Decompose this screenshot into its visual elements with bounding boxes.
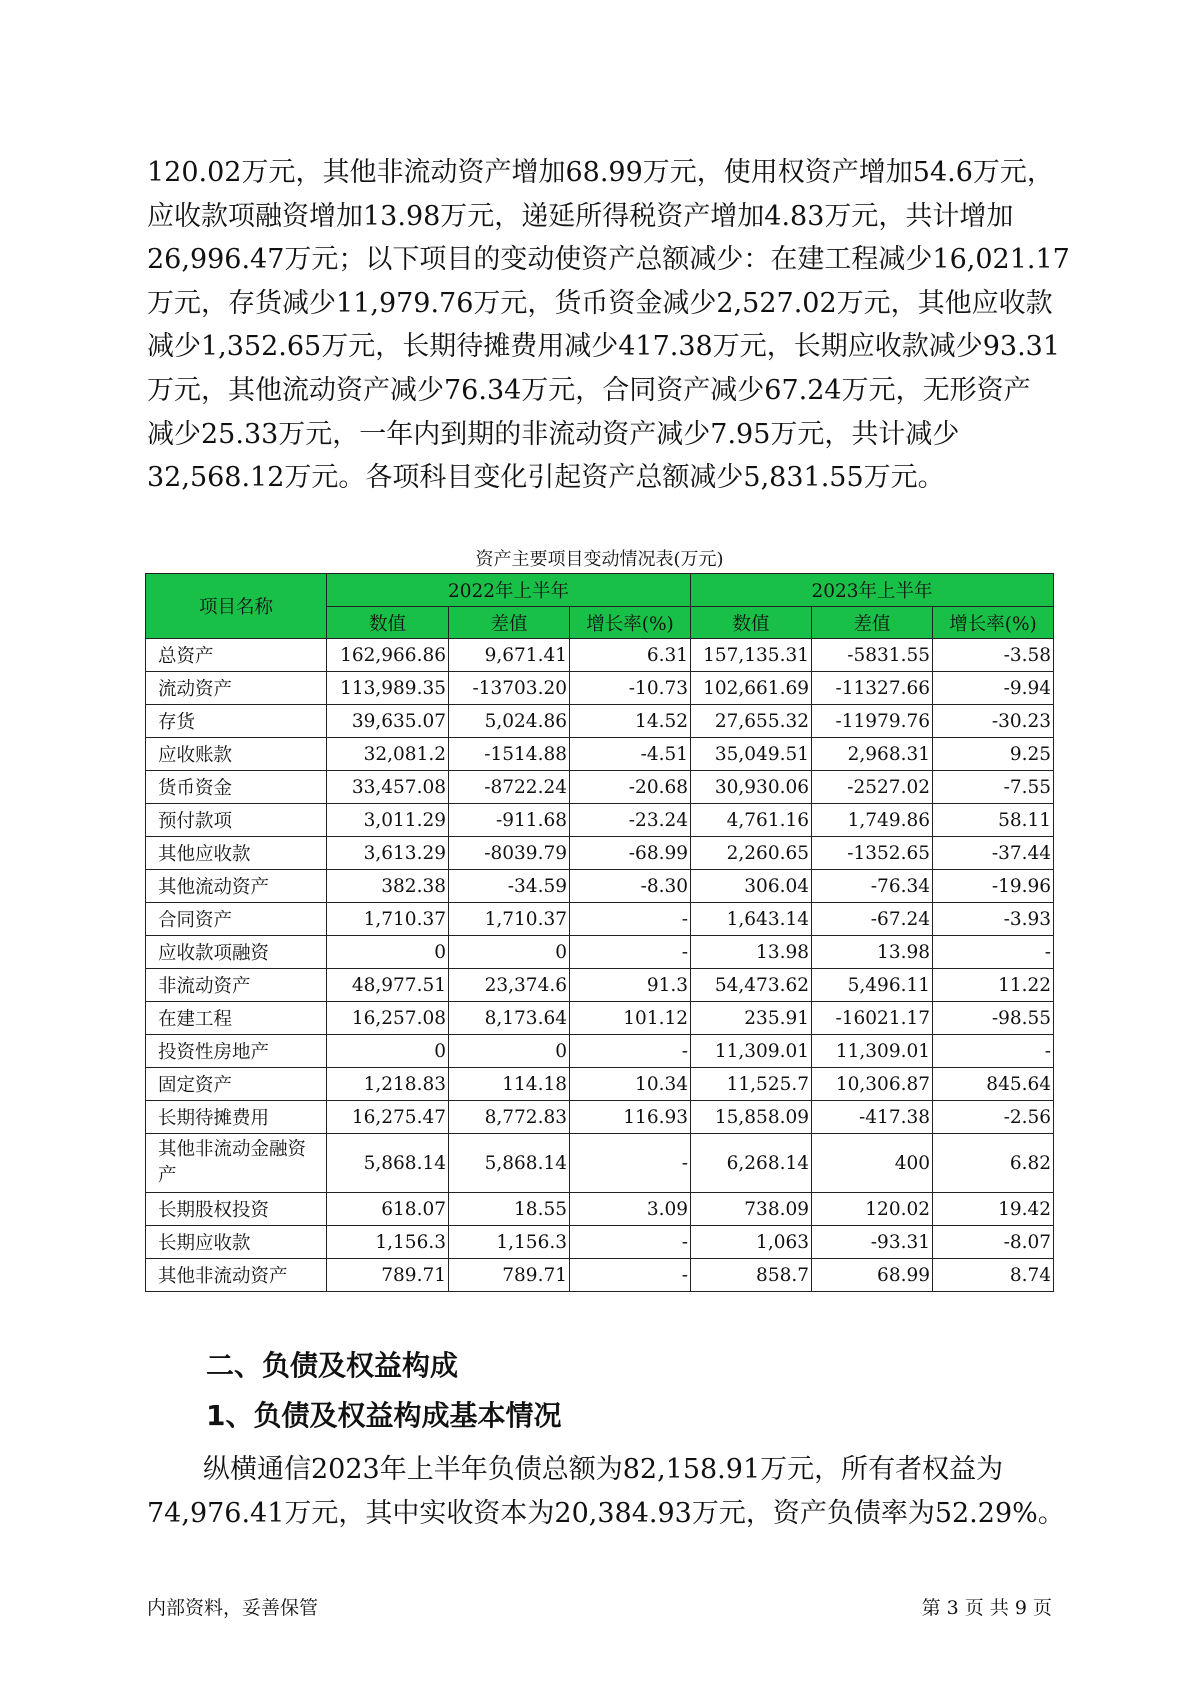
cell-g23: -30.23 (933, 705, 1054, 738)
row-item-name: 固定资产 (146, 1068, 327, 1101)
cell-g22: 14.52 (570, 705, 691, 738)
cell-g22: 101.12 (570, 1002, 691, 1035)
header-growth-2023: 增长率(%) (933, 607, 1054, 639)
cell-d22: 8,772.83 (449, 1101, 570, 1134)
cell-g23: 9.25 (933, 738, 1054, 771)
cell-d23: 11,309.01 (812, 1035, 933, 1068)
cell-d22: 789.71 (449, 1259, 570, 1292)
cell-v22: 32,081.2 (327, 738, 449, 771)
cell-d23: 10,306.87 (812, 1068, 933, 1101)
table-row (146, 837, 1054, 870)
cell-v23: 30,930.06 (691, 771, 812, 804)
table-row (146, 1259, 1054, 1292)
cell-v22: 618.07 (327, 1193, 449, 1226)
cell-v23: 306.04 (691, 870, 812, 903)
row-item-name: 其他流动资产 (146, 870, 327, 903)
cell-d22: -13703.20 (449, 672, 570, 705)
cell-g23: 845.64 (933, 1068, 1054, 1101)
cell-g23: 6.82 (933, 1134, 1054, 1193)
cell-g22: - (570, 936, 691, 969)
cell-d23: 120.02 (812, 1193, 933, 1226)
cell-v23: 235.91 (691, 1002, 812, 1035)
cell-d23: -76.34 (812, 870, 933, 903)
cell-g23: - (933, 936, 1054, 969)
cell-d22: -34.59 (449, 870, 570, 903)
cell-d22: 5,868.14 (449, 1134, 570, 1193)
row-item-name: 预付款项 (146, 804, 327, 837)
cell-v22: 3,613.29 (327, 837, 449, 870)
text-line: 应收款项融资增加13.98万元，递延所得税资产增加4.83万元，共计增加 (147, 200, 1014, 232)
cell-g22: -68.99 (570, 837, 691, 870)
cell-v22: 1,218.83 (327, 1068, 449, 1101)
header-group-2022: 2022年上半年 (327, 574, 691, 607)
cell-g22: - (570, 903, 691, 936)
cell-d22: 18.55 (449, 1193, 570, 1226)
cell-d22: -8722.24 (449, 771, 570, 804)
cell-v22: 789.71 (327, 1259, 449, 1292)
cell-v22: 16,257.08 (327, 1002, 449, 1035)
cell-g23: -3.93 (933, 903, 1054, 936)
cell-v23: 15,858.09 (691, 1101, 812, 1134)
header-growth-2022: 增长率(%) (570, 607, 691, 639)
cell-d23: -11327.66 (812, 672, 933, 705)
cell-d23: 68.99 (812, 1259, 933, 1292)
cell-g22: - (570, 1259, 691, 1292)
text-line: 74,976.41万元，其中实收资本为20,384.93万元，资产负债率为52.29%。 (147, 1497, 1065, 1529)
cell-g22: 91.3 (570, 969, 691, 1002)
cell-v22: 33,457.08 (327, 771, 449, 804)
row-item-name: 投资性房地产 (146, 1035, 327, 1068)
table-row (146, 1134, 1054, 1193)
header-diff-2023: 差值 (812, 607, 933, 639)
row-item-name: 其他非流动金融资产 (146, 1134, 327, 1193)
table-row (146, 639, 1054, 672)
row-item-name: 应收款项融资 (146, 936, 327, 969)
cell-d23: -67.24 (812, 903, 933, 936)
cell-g22: -10.73 (570, 672, 691, 705)
table-row (146, 705, 1054, 738)
cell-d23: -93.31 (812, 1226, 933, 1259)
table-row (146, 738, 1054, 771)
cell-d23: -5831.55 (812, 639, 933, 672)
cell-g23: -8.07 (933, 1226, 1054, 1259)
row-item-name: 在建工程 (146, 1002, 327, 1035)
cell-g22: - (570, 1226, 691, 1259)
table-row (146, 903, 1054, 936)
cell-v22: 3,011.29 (327, 804, 449, 837)
cell-v22: 0 (327, 936, 449, 969)
cell-d22: 0 (449, 936, 570, 969)
row-item-name: 合同资产 (146, 903, 327, 936)
cell-v22: 48,977.51 (327, 969, 449, 1002)
asset-change-table (145, 573, 1054, 1292)
cell-v23: 6,268.14 (691, 1134, 812, 1193)
cell-v22: 5,868.14 (327, 1134, 449, 1193)
text-line: 32,568.12万元。各项科目变化引起资产总额减少5,831.55万元。 (147, 462, 945, 494)
cell-v22: 39,635.07 (327, 705, 449, 738)
cell-d22: 9,671.41 (449, 639, 570, 672)
intro-paragraph (147, 151, 1070, 500)
table-row (146, 804, 1054, 837)
footer-note: 内部资料，妥善保管 (147, 1597, 319, 1619)
cell-g22: - (570, 1134, 691, 1193)
table-row (146, 870, 1054, 903)
cell-d23: -2527.02 (812, 771, 933, 804)
table-row (146, 1002, 1054, 1035)
cell-v22: 0 (327, 1035, 449, 1068)
row-item-name: 存货 (146, 705, 327, 738)
cell-g22: -4.51 (570, 738, 691, 771)
table-row (146, 771, 1054, 804)
row-item-name: 总资产 (146, 639, 327, 672)
text-line: 万元，其他流动资产减少76.34万元，合同资产减少67.24万元，无形资产 (147, 374, 1031, 406)
cell-g23: -19.96 (933, 870, 1054, 903)
row-item-name: 其他非流动资产 (146, 1259, 327, 1292)
table-row (146, 936, 1054, 969)
row-item-name: 长期待摊费用 (146, 1101, 327, 1134)
text-line: 纵横通信2023年上半年负债总额为82,158.91万元，所有者权益为 (203, 1454, 1004, 1485)
cell-v23: 1,063 (691, 1226, 812, 1259)
cell-d23: 2,968.31 (812, 738, 933, 771)
table-caption: 资产主要项目变动情况表(万元) (475, 549, 724, 570)
row-item-name: 流动资产 (146, 672, 327, 705)
cell-d23: -11979.76 (812, 705, 933, 738)
cell-d23: -417.38 (812, 1101, 933, 1134)
row-item-name: 其他应收款 (146, 837, 327, 870)
cell-v23: 102,661.69 (691, 672, 812, 705)
cell-g22: 3.09 (570, 1193, 691, 1226)
header-item-name: 项目名称 (146, 574, 327, 639)
table-body (146, 639, 1054, 1292)
cell-g23: -9.94 (933, 672, 1054, 705)
cell-g22: - (570, 1035, 691, 1068)
text-line: 万元，存货减少11,979.76万元，货币资金减少2,527.02万元，其他应收款 (147, 287, 1053, 319)
cell-d23: 1,749.86 (812, 804, 933, 837)
cell-g23: -37.44 (933, 837, 1054, 870)
table-row (146, 1226, 1054, 1259)
cell-v23: 54,473.62 (691, 969, 812, 1002)
closing-paragraph (147, 1448, 1065, 1535)
cell-v23: 4,761.16 (691, 804, 812, 837)
cell-v23: 858.7 (691, 1259, 812, 1292)
cell-v23: 11,525.7 (691, 1068, 812, 1101)
cell-v22: 113,989.35 (327, 672, 449, 705)
cell-d23: 13.98 (812, 936, 933, 969)
cell-g23: 8.74 (933, 1259, 1054, 1292)
cell-v23: 27,655.32 (691, 705, 812, 738)
cell-g23: 58.11 (933, 804, 1054, 837)
cell-v23: 2,260.65 (691, 837, 812, 870)
cell-d22: -8039.79 (449, 837, 570, 870)
cell-d22: -911.68 (449, 804, 570, 837)
cell-g23: -98.55 (933, 1002, 1054, 1035)
cell-g22: 10.34 (570, 1068, 691, 1101)
cell-v23: 35,049.51 (691, 738, 812, 771)
cell-g23: 11.22 (933, 969, 1054, 1002)
cell-v22: 1,710.37 (327, 903, 449, 936)
sub-heading: 1、负债及权益构成基本情况 (206, 1399, 562, 1432)
cell-g23: -2.56 (933, 1101, 1054, 1134)
cell-v23: 13.98 (691, 936, 812, 969)
cell-d22: 0 (449, 1035, 570, 1068)
cell-v22: 162,966.86 (327, 639, 449, 672)
cell-d23: -1352.65 (812, 837, 933, 870)
table-row (146, 969, 1054, 1002)
header-value-2023: 数值 (691, 607, 812, 639)
cell-d22: 23,374.6 (449, 969, 570, 1002)
cell-v23: 1,643.14 (691, 903, 812, 936)
table-row (146, 672, 1054, 705)
cell-d22: 1,156.3 (449, 1226, 570, 1259)
header-value-2022: 数值 (327, 607, 449, 639)
row-item-name: 长期应收款 (146, 1226, 327, 1259)
row-item-name: 应收账款 (146, 738, 327, 771)
text-line: 26,996.47万元；以下项目的变动使资产总额减少：在建工程减少16,021.17 (147, 244, 1070, 276)
row-item-name: 非流动资产 (146, 969, 327, 1002)
cell-v22: 1,156.3 (327, 1226, 449, 1259)
header-diff-2022: 差值 (449, 607, 570, 639)
table-row (146, 1193, 1054, 1226)
cell-d23: -16021.17 (812, 1002, 933, 1035)
cell-g22: -8.30 (570, 870, 691, 903)
cell-d22: 5,024.86 (449, 705, 570, 738)
page-number: 第 3 页 共 9 页 (921, 1597, 1052, 1619)
cell-g23: -3.58 (933, 639, 1054, 672)
cell-v23: 157,135.31 (691, 639, 812, 672)
cell-v23: 11,309.01 (691, 1035, 812, 1068)
row-item-name: 长期股权投资 (146, 1193, 327, 1226)
cell-d22: 114.18 (449, 1068, 570, 1101)
cell-d23: 400 (812, 1134, 933, 1193)
row-item-name: 货币资金 (146, 771, 327, 804)
cell-d22: -1514.88 (449, 738, 570, 771)
cell-g22: 116.93 (570, 1101, 691, 1134)
cell-g23: - (933, 1035, 1054, 1068)
header-group-2023: 2023年上半年 (691, 574, 1054, 607)
cell-d22: 8,173.64 (449, 1002, 570, 1035)
cell-g22: 6.31 (570, 639, 691, 672)
cell-g23: -7.55 (933, 771, 1054, 804)
cell-v23: 738.09 (691, 1193, 812, 1226)
table-row (146, 1101, 1054, 1134)
text-line: 120.02万元，其他非流动资产增加68.99万元，使用权资产增加54.6万元， (147, 157, 1054, 188)
cell-v22: 16,275.47 (327, 1101, 449, 1134)
cell-g22: -23.24 (570, 804, 691, 837)
cell-d23: 5,496.11 (812, 969, 933, 1002)
section-heading: 二、负债及权益构成 (206, 1349, 459, 1382)
text-line: 减少25.33万元，一年内到期的非流动资产减少7.95万元，共计减少 (147, 418, 960, 450)
cell-g23: 19.42 (933, 1193, 1054, 1226)
table-row (146, 1068, 1054, 1101)
cell-v22: 382.38 (327, 870, 449, 903)
table-row (146, 1035, 1054, 1068)
cell-g22: -20.68 (570, 771, 691, 804)
text-line: 减少1,352.65万元，长期待摊费用减少417.38万元，长期应收款减少93.31 (147, 331, 1061, 363)
cell-d22: 1,710.37 (449, 903, 570, 936)
